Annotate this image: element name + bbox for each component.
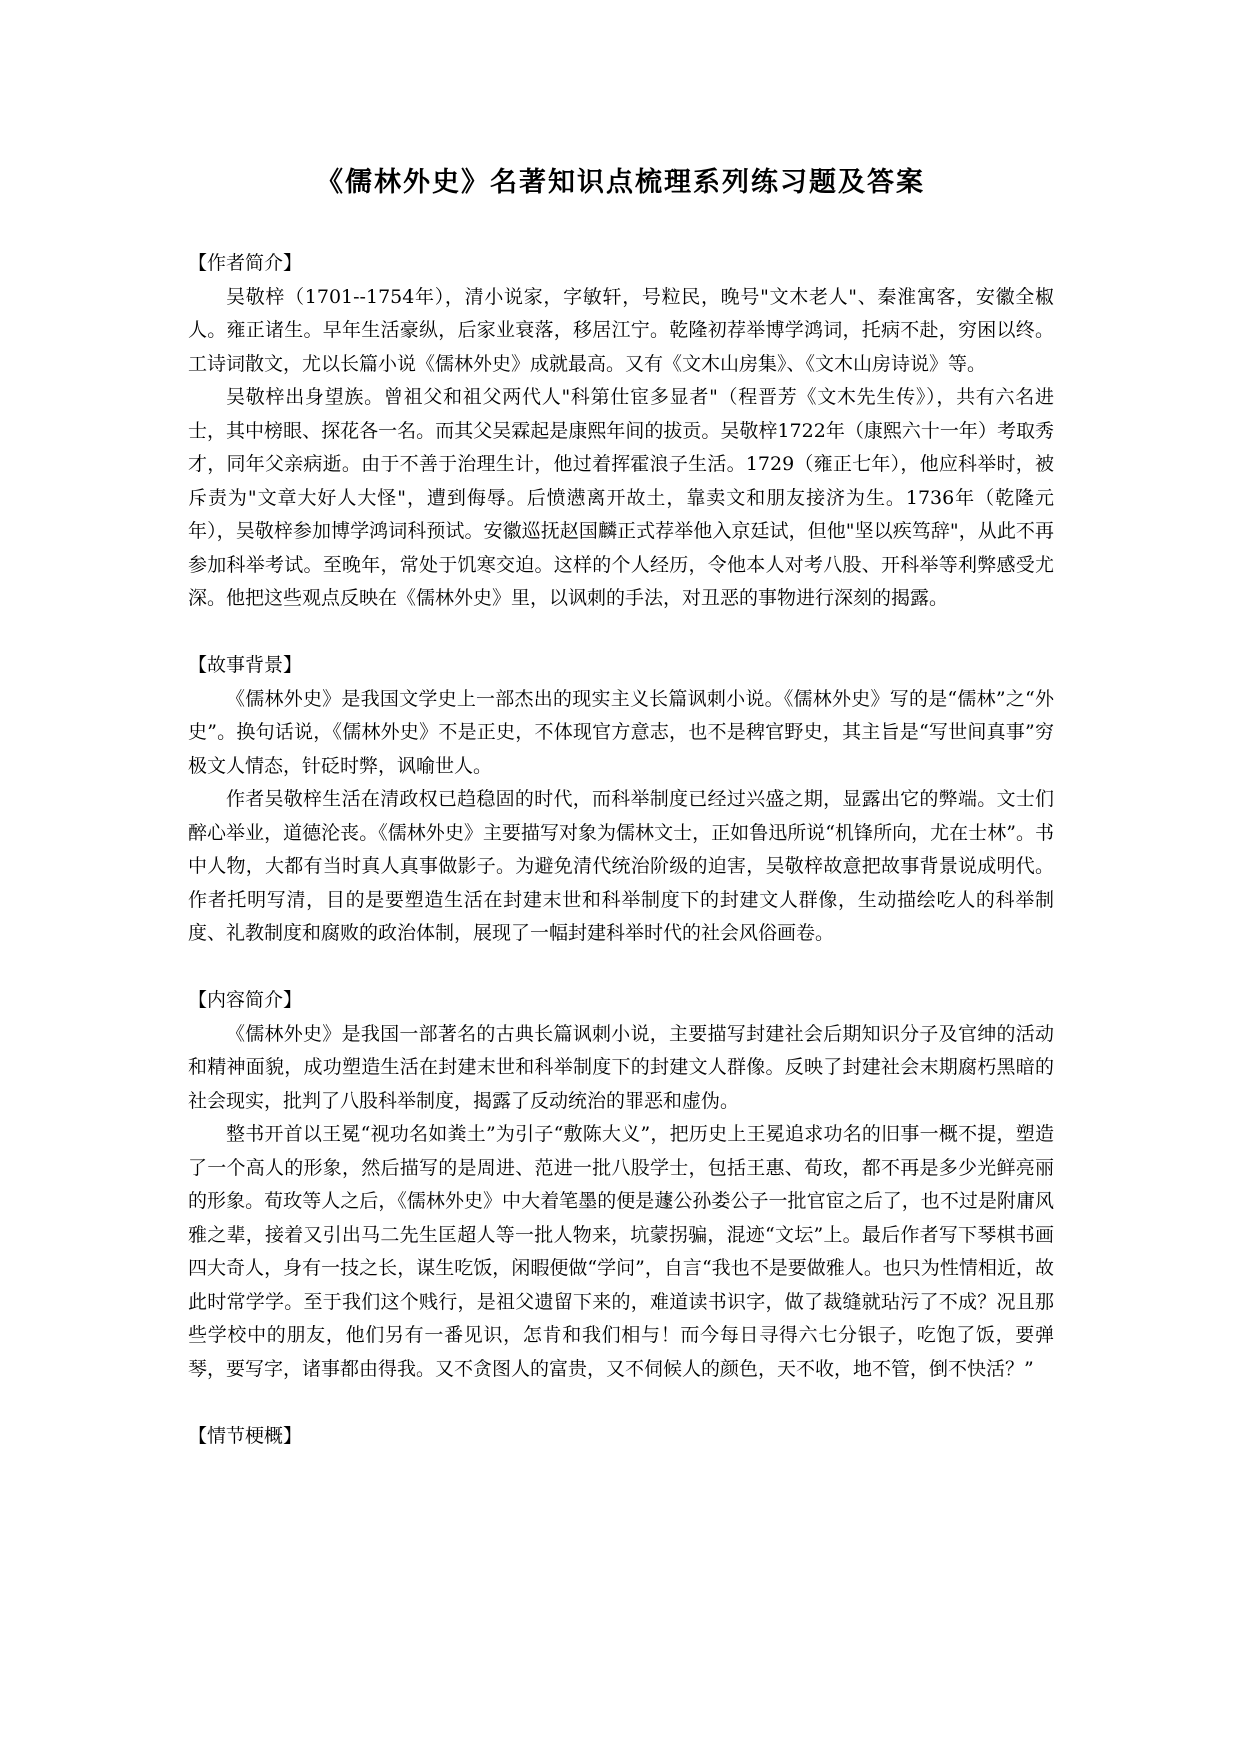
paragraph: 吴敬梓（1701--1754年），清小说家，字敏轩，号粒民，晚号"文木老人"、秦淮寓客，安徽全椒人。雍正诸生。早年生活豪纵，后家业衰落，移居江宁。乾隆初荐举博学鸿词，托病不赴，穷困以终。工诗词散文，尤以长篇小说《儒林外史》成就最高。又有《文木山房集》、《文木山房诗说》等。: [188, 285, 1054, 375]
section-author-intro: [188, 247, 1054, 616]
paragraph: 《儒林外史》是我国文学史上一部杰出的现实主义长篇讽刺小说。《儒林外史》写的是“儒林”之“外史”。换句话说，《儒林外史》不是正史，不体现官方意志，也不是稗官野史，其主旨是“写世间真事”穷极文人情态，针砭时弊，讽喻世人。: [188, 687, 1054, 777]
paragraph: 作者吴敬梓生活在清政权已趋稳固的时代，而科举制度已经过兴盛之期，显露出它的弊端。文士们醉心举业，道德沦丧。《儒林外史》主要描写对象为儒林文士，正如鲁迅所说“机锋所向，尤在士林”。书中人物，大都有当时真人真事做影子。为避免清代统治阶级的迫害，吴敬梓故意把故事背景说成明代。作者托明写清，目的是要塑造生活在封建末世和科举制度下的封建文人群像，生动描绘吃人的科举制度、礼教制度和腐败的政治体制，展现了一幅封建科举时代的社会风俗画卷。: [188, 788, 1054, 944]
document-title: 《儒林外史》名著知识点梳理系列练习题及答案: [316, 167, 925, 198]
section-heading: 【内容简介】: [188, 989, 303, 1011]
section-spacer: [188, 1386, 1054, 1420]
document-body: [188, 247, 1054, 1453]
section-story-background: [188, 649, 1054, 951]
section-heading: 【情节梗概】: [188, 1424, 303, 1447]
section-content-intro: [188, 984, 1054, 1386]
section-heading: 【故事背景】: [188, 654, 303, 676]
paragraph: 整书开首以王冕“视功名如粪土”为引子“敷陈大义”，把历史上王冕追求功名的旧事一概不提，塑造了一个高人的形象，然后描写的是周进、范进一批八股学士，包括王惠、荀玫，都不再是多少光鲜亮丽的形象。荀玫等人之后，《儒林外史》中大着笔墨的便是蘧公孙娄公子一批官宦之后了，也不过是附庸风雅之辈，接着又引出马二先生匡超人等一批人物来，坑蒙拐骗，混迹“文坛”上。最后作者写下琴棋书画四大奇人，身有一技之长，谋生吃饭，闲暇便做“学问”，自言“我也不是要做雅人。也只为性情相近，故此时常学学。至于我们这个贱行，是祖父遗留下来的，难道读书识字，做了裁缝就玷污了不成？况且那些学校中的朋友，他们另有一番见识，怎肯和我们相与！而今每日寻得六七分银子，吃饱了饭，要弹琴，要写字，诸事都由得我。又不贪图人的富贵，又不伺候人的颜色，天不收，地不管，倒不快活？”: [188, 1123, 1054, 1380]
paragraph: 吴敬梓出身望族。曾祖父和祖父两代人"科第仕宦多显者"（程晋芳《文木先生传》），共有六名进士，其中榜眼、探花各一名。而其父吴霖起是康熙年间的拔贡。吴敬梓1722年（康熙六十一年）考取秀才，同年父亲病逝。由于不善于治理生计，他过着挥霍浪子生活。1729（雍正七年），他应科举时，被斥责为"文章大好人大怪"，遭到侮辱。后愤懑离开故土，靠卖文和朋友接济为生。1736年（乾隆元年），吴敬梓参加博学鸿词科预试。安徽巡抚赵国麟正式荐举他入京廷试，但他"坚以疾笃辞"，从此不再参加科举考试。至晚年，常处于饥寒交迫。这样的个人经历，令他本人对考八股、开科举等利弊感受尤深。他把这些观点反映在《儒林外史》里，以讽刺的手法，对丑恶的事物进行深刻的揭露。: [188, 386, 1054, 609]
section-spacer: [188, 951, 1054, 985]
section-spacer: [188, 616, 1054, 650]
paragraph: 《儒林外史》是我国一部著名的古典长篇讽刺小说，主要描写封建社会后期知识分子及官绅的活动和精神面貌，成功塑造生活在封建末世和科举制度下的封建文人群像。反映了封建社会末期腐朽黑暗的社会现实，批判了八股科举制度，揭露了反动统治的罪恶和虚伪。: [188, 1022, 1054, 1112]
section-heading: 【作者简介】: [188, 252, 303, 274]
section-plot-summary: [188, 1420, 1054, 1454]
